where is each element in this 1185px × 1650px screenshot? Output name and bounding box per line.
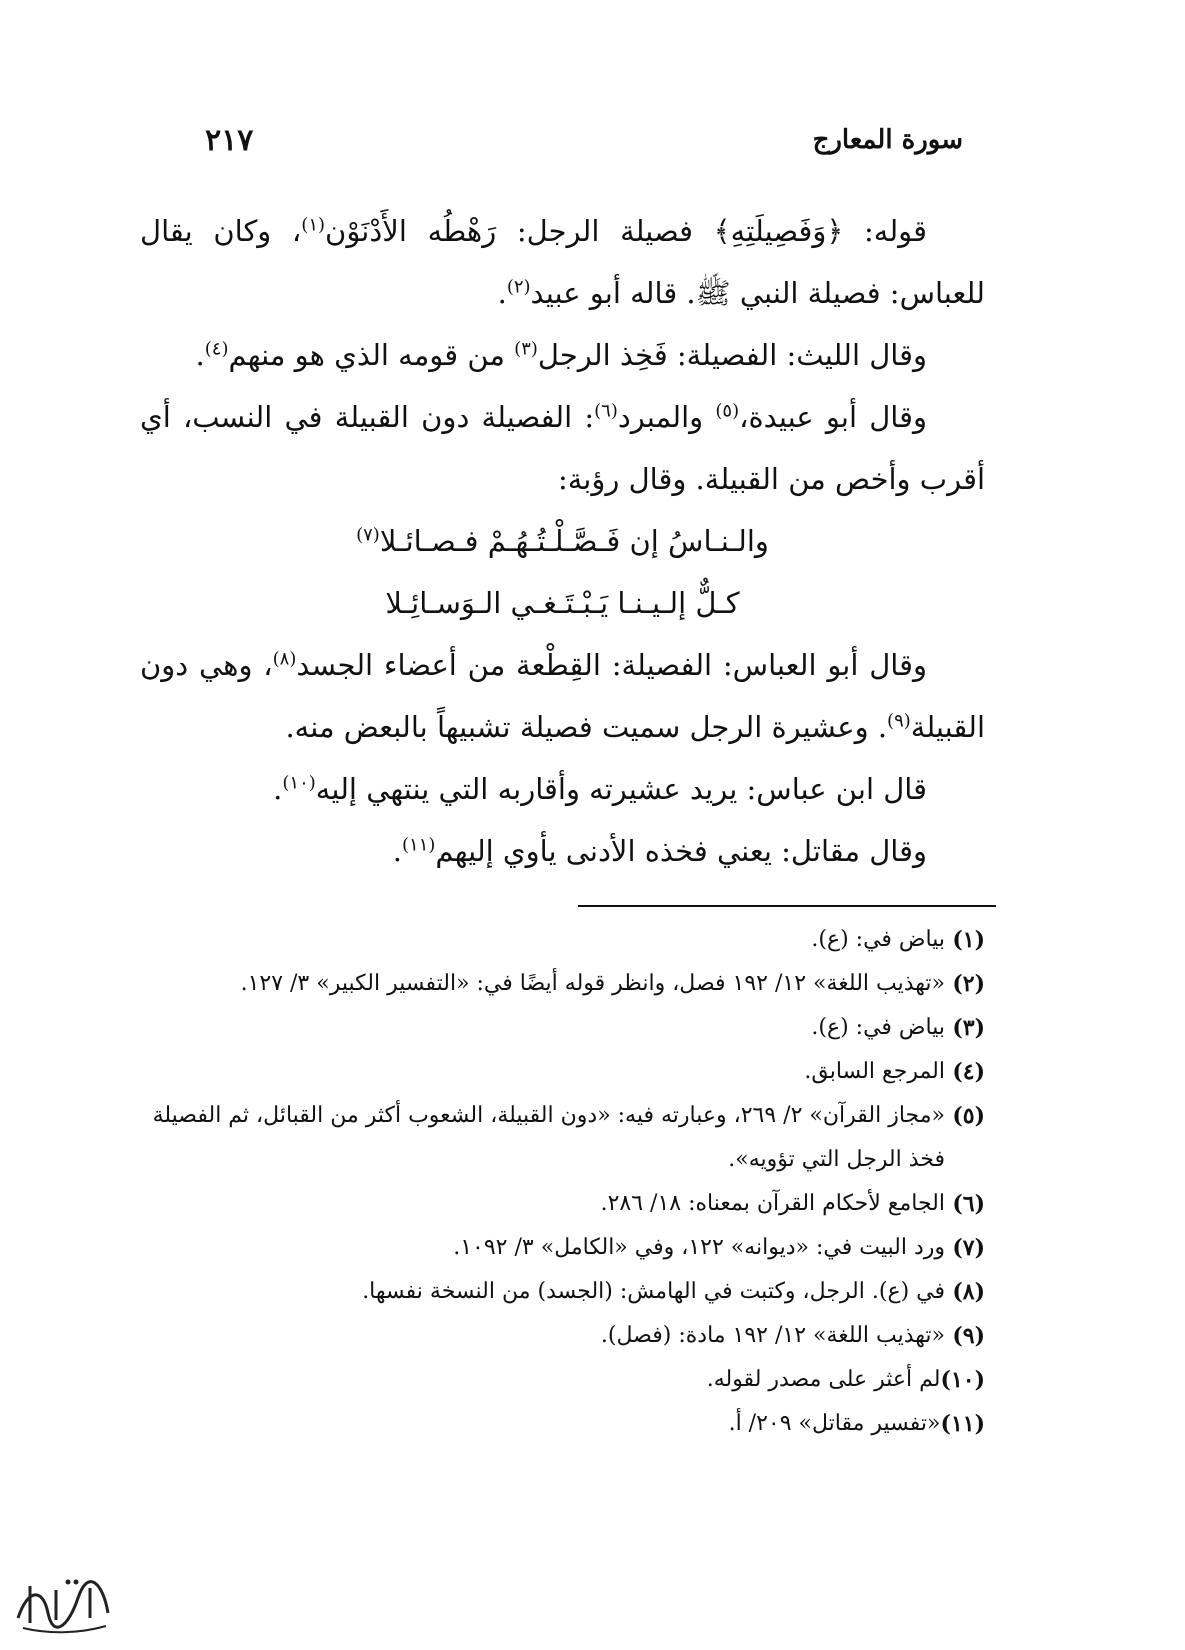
footnote-text: بياض في: (ع).	[811, 927, 945, 952]
paragraph	[140, 324, 985, 386]
text-run: .	[497, 276, 507, 310]
footnote	[140, 1226, 985, 1270]
text-run: قوله: ﴿وَفَصِيلَتِهِ﴾ فصيلة الرجل: رَهْطُه الأَدْنَوْن	[325, 214, 927, 248]
verse-text: والـنـاسُ إن فَـصَّـلْـتُـهُـمْ فـصـائـلا	[379, 524, 769, 558]
footnote-ref: (٦)	[594, 400, 618, 422]
text-run: وقال مقاتل: يعني فخذه الأدنى يأوي إليهم	[435, 834, 927, 868]
paragraph	[140, 386, 985, 510]
paragraph	[140, 200, 985, 324]
footnote-ref: (٣)	[514, 338, 538, 360]
footnote	[140, 1050, 985, 1094]
text-run: وقال أبو العباس: الفصيلة: القِطْعة من أعضاء الجسد	[296, 648, 928, 682]
footnote-ref: (٨)	[272, 648, 297, 670]
footnote-ref: (٧)	[356, 524, 380, 546]
footnote	[140, 918, 985, 962]
footnote	[140, 1314, 985, 1358]
footnote-text: في (ع). الرجل، وكتبت في الهامش: (الجسد) من النسخة نفسها.	[362, 1279, 945, 1304]
paragraph	[140, 758, 985, 820]
paragraph	[140, 634, 985, 758]
footnote	[140, 1006, 985, 1050]
footnote-number: (٩)	[952, 1323, 985, 1349]
text-run: ، وهي دون القبيلة	[140, 648, 985, 744]
footnote-text: بياض في: (ع).	[811, 1015, 945, 1040]
footnote-number: (٣)	[952, 1015, 985, 1041]
text-run: وقال أبو عبيدة،	[739, 400, 927, 434]
footnote-text: الجامع لأحكام القرآن بمعناه: ١٨/ ٢٨٦.	[600, 1191, 945, 1216]
footnote-number: (١)	[952, 927, 985, 953]
paragraph	[140, 820, 985, 882]
text-run: قال ابن عباس: يريد عشيرته وأقاربه التي ينتهي إليه	[315, 772, 927, 806]
text-run: .	[273, 772, 283, 806]
footnote	[140, 1182, 985, 1226]
footnote-number: (٨)	[952, 1279, 985, 1305]
footnote-number: (٧)	[952, 1235, 985, 1261]
footnote-number: (١٠)	[940, 1367, 985, 1393]
calligraphy-logo-icon	[8, 1568, 118, 1638]
footnote-text: «مجاز القرآن» ٢/ ٢٦٩، وعبارته فيه: «دون القبيلة، الشعوب أكثر من القبائل، ثم الفصيلة فخذ الرجل التي تؤويه».	[152, 1103, 945, 1172]
main-text	[140, 200, 985, 882]
footnote-number: (٢)	[952, 971, 985, 997]
footnote	[140, 1270, 985, 1314]
footnote	[140, 1358, 985, 1402]
text-run: وقال الليث: الفصيلة: فَخِذ الرجل	[537, 338, 927, 372]
verse-text: كـلٌّ إلـيـنـا يَـبْـتَـغـي الـوَسـائِـلا	[385, 586, 740, 620]
footnote	[140, 1402, 985, 1446]
footnote	[140, 1094, 985, 1182]
poetry-verse	[140, 510, 985, 572]
page-number: ٢١٧	[205, 122, 254, 158]
footnote-ref: (٤)	[204, 338, 229, 360]
text-run: .	[392, 834, 402, 868]
footnote-separator	[578, 905, 996, 907]
footnote-number: (٥)	[952, 1103, 985, 1129]
text-run: والمبرد	[617, 400, 716, 434]
footnote-text: ورد البيت في: «ديوانه» ١٢٢، وفي «الكامل» ٣/ ١٠٩٢.	[453, 1235, 945, 1260]
footnote-ref: (١١)	[402, 834, 436, 856]
text-run: من قومه الذي هو منهم	[228, 338, 515, 372]
footnote-ref: (١٠)	[282, 772, 316, 794]
logo-graphic	[8, 1568, 118, 1638]
footnote-ref: (٢)	[506, 276, 531, 298]
footnote	[140, 962, 985, 1006]
text-run: . وعشيرة الرجل سميت فصيلة تشبيهاً بالبعض منه.	[285, 710, 888, 744]
footnote-text: لم أعثر على مصدر لقوله.	[706, 1367, 941, 1392]
poetry-verse	[140, 572, 985, 634]
text-run: .	[195, 338, 205, 372]
footnote-text: «تهذيب اللغة» ١٢/ ١٩٢ مادة: (فصل).	[600, 1323, 945, 1348]
footnote-number: (٤)	[952, 1059, 985, 1085]
footnotes	[140, 918, 985, 1446]
footnote-text: المرجع السابق.	[804, 1059, 945, 1084]
footnote-ref: (٩)	[887, 710, 911, 732]
surah-title: سورة المعارج	[812, 125, 963, 155]
footnote-text: «تهذيب اللغة» ١٢/ ١٩٢ فصل، وانظر قوله أيضًا في: «التفسير الكبير» ٣/ ١٢٧.	[240, 971, 945, 996]
footnote-number: (١١)	[940, 1411, 985, 1437]
page-header	[205, 118, 963, 162]
text-run: : الفصيلة دون القبيلة في النسب، أي أقرب وأخص من القبيلة. وقال رؤبة:	[140, 400, 985, 496]
text-run: ، وكان يقال للعباس: فصيلة النبي ﷺ. قاله أبو عبيد	[140, 214, 985, 310]
footnote-number: (٦)	[952, 1191, 985, 1217]
footnote-ref: (١)	[301, 214, 326, 236]
footnote-ref: (٥)	[715, 400, 740, 422]
footnote-text: «تفسير مقاتل» ٢٠٩/ أ.	[728, 1411, 941, 1436]
